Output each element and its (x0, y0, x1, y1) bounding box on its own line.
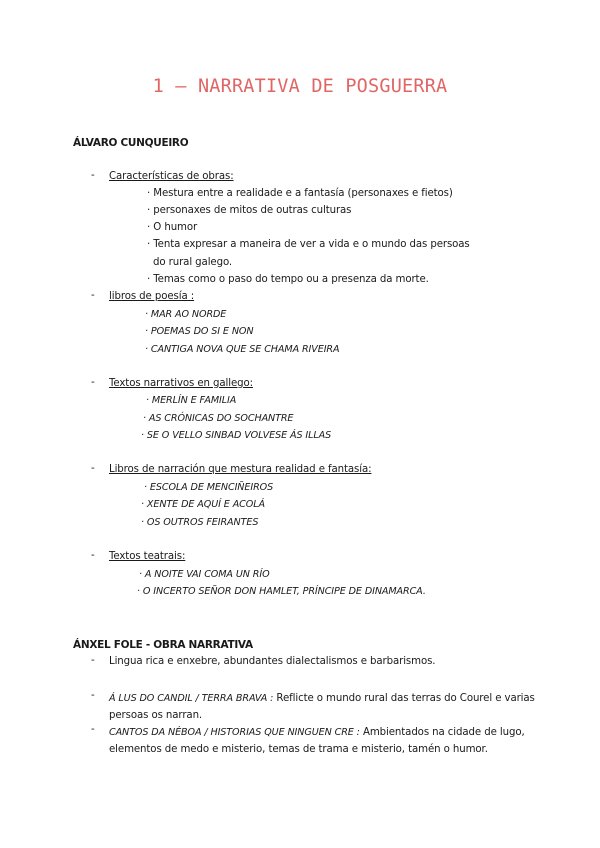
book-title: · O INCERTO SEÑOR DON HAMLET, PRÍNCIPE DE DINAMARCA. (137, 586, 426, 597)
book-title: · MAR AO NORDE (145, 309, 227, 320)
list-item: · O humor (147, 222, 198, 233)
book-title: CANTOS DA NÉBOA / HISTORIAS QUE NINGUEN CRE : (109, 727, 360, 738)
book-title: · POEMAS DO SI E NON (145, 326, 254, 337)
section-heading-fole: ÁNXEL FOLE - OBRA NARRATIVA (73, 639, 253, 651)
list-item: · Mestura entre a realidade e a fantasía (personaxes e fietos) (147, 188, 453, 199)
list-label-teatrais: Textos teatrais: (109, 551, 186, 562)
book-description: Ambientados na cidade de lugo, elementos de medo e misterio, temas de trama e misterio, tamén o humor. (109, 727, 525, 755)
book-title: · MERLÍN E FAMILIA (146, 395, 237, 406)
book-title: Á LUS DO CANDIL / TERRA BRAVA : (109, 693, 274, 704)
bullet-dash: - (91, 550, 95, 561)
bullet-dash: - (91, 690, 95, 701)
list-item-continuation: do rural galego. (153, 257, 233, 268)
bullet-dash: - (91, 377, 95, 388)
list-item: · Tenta expresar a maneira de ver a vida e o mundo das persoas (147, 239, 470, 250)
section-heading-cunqueiro: ÁLVARO CUNQUEIRO (73, 137, 189, 149)
book-title: · SE O VELLO SINBAD VOLVESE ÁS ILLAS (141, 430, 332, 441)
list-label-poesia: libros de poesía : (109, 291, 195, 302)
list-item: Lingua rica e enxebre, abundantes dialectalismos e barbarismos. (109, 656, 436, 667)
book-title: · AS CRÓNICAS DO SOCHANTRE (143, 413, 294, 424)
list-item: · personaxes de mitos de outras culturas (147, 205, 352, 216)
book-title: · CANTIGA NOVA QUE SE CHAMA RIVEIRA (145, 344, 340, 355)
list-item: · Temas como o paso do tempo ou a presenza da morte. (147, 274, 429, 285)
bullet-dash: - (91, 655, 95, 666)
list-item (109, 690, 539, 724)
list-label-narracion: Libros de narración que mestura realidad e fantasía: (109, 464, 372, 475)
bullet-dash: - (91, 290, 95, 301)
list-label-narrativos: Textos narrativos en gallego: (109, 378, 253, 389)
book-description: Reflicte o mundo rural das terras do Courel e varias persoas os narran. (109, 693, 535, 721)
book-title: · ESCOLA DE MENCIÑEIROS (144, 482, 274, 493)
bullet-dash: - (91, 724, 95, 735)
bullet-dash: - (91, 463, 95, 474)
page-title: 1 – NARRATIVA DE POSGUERRA (152, 76, 448, 97)
list-label-caracteristicas: Características de obras: (109, 171, 234, 182)
list-item (109, 724, 539, 758)
book-title: · A NOITE VAI COMA UN RÍO (139, 569, 270, 580)
bullet-dash: - (91, 170, 95, 181)
book-title: · XENTE DE AQUÍ E ACOLÁ (141, 499, 265, 510)
book-title: · OS OUTROS FEIRANTES (141, 517, 259, 528)
